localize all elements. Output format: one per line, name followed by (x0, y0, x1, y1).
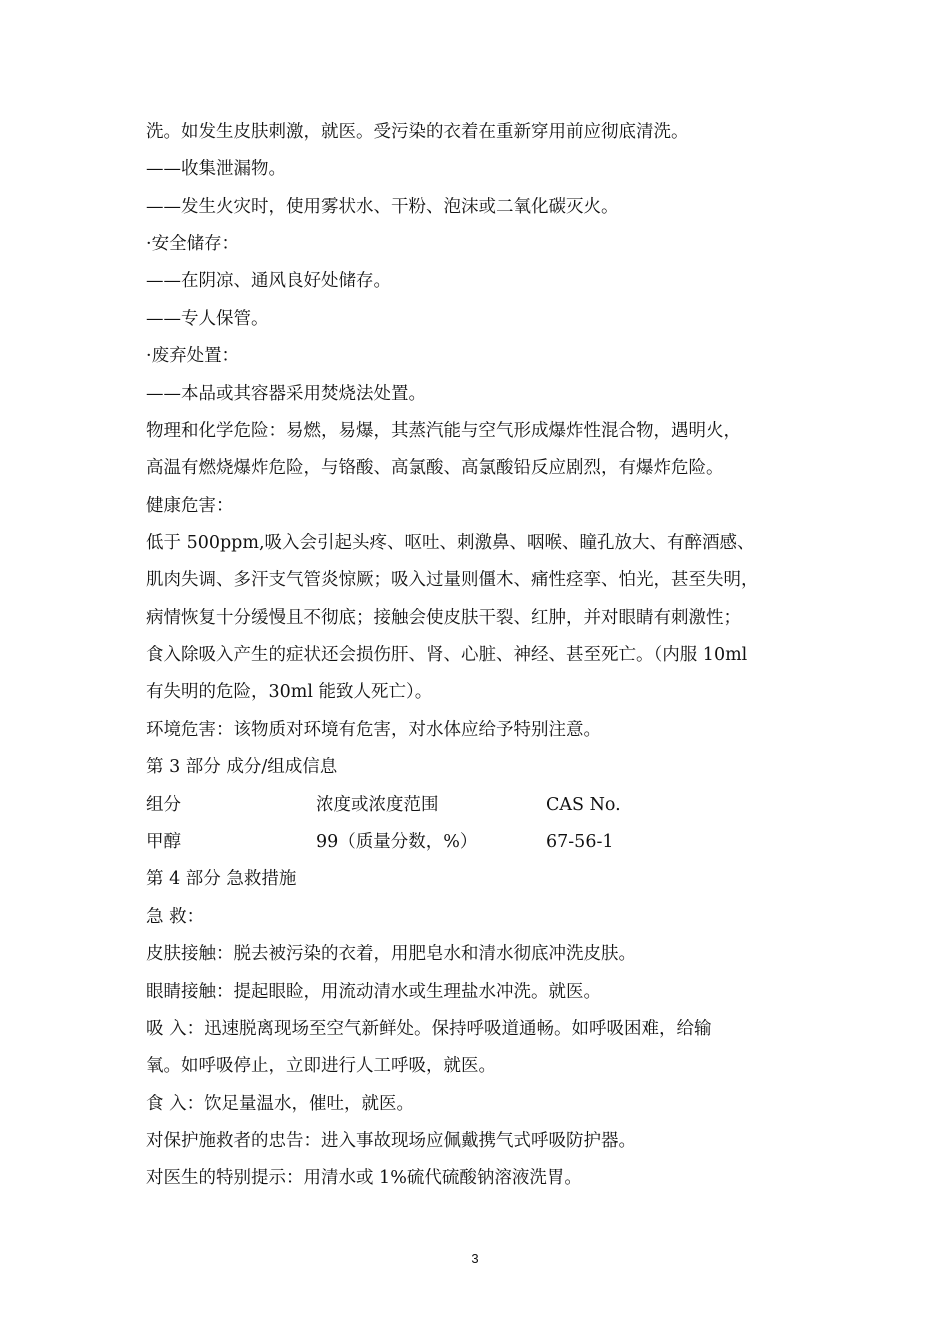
text-line: ·安全储存： (146, 234, 240, 254)
text-line: 高温有燃烧爆炸危险，与铬酸、高氯酸、高氯酸铅反应剧烈，有爆炸危险。 (146, 458, 724, 478)
text-line: ——本品或其容器采用焚烧法处置。 (146, 384, 426, 404)
text-line: 氧。如呼吸停止，立即进行人工呼吸，就医。 (146, 1056, 496, 1076)
table-header-concentration: 浓度或浓度范围 (316, 795, 439, 815)
text-line: 对保护施救者的忠告：进入事故现场应佩戴携气式呼吸防护器。 (146, 1131, 636, 1151)
text-line: 肌肉失调、多汗支气管炎惊厥；吸入过量则僵木、痛性痉挛、怕光，甚至失明， (146, 570, 759, 590)
text-line: 有失明的危险，30ml 能致人死亡）。 (146, 682, 433, 702)
section-heading: 第 3 部分 成分/组成信息 (146, 757, 338, 777)
text-line: 低于 500ppm,吸入会引起头疼、呕吐、刺激鼻、咽喉、瞳孔放大、有醉酒感、 (146, 533, 755, 553)
text-line: 病情恢复十分缓慢且不彻底；接触会使皮肤干裂、红肿，并对眼睛有刺激性； (146, 608, 741, 628)
text-line: 皮肤接触：脱去被污染的衣着，用肥皂水和清水彻底冲洗皮肤。 (146, 944, 636, 964)
text-line: ——在阴凉、通风良好处储存。 (146, 271, 391, 291)
text-line: 急 救： (146, 907, 205, 927)
section-heading: 健康危害： (146, 496, 234, 516)
table-header-component: 组分 (146, 795, 181, 815)
section-heading: 第 4 部分 急救措施 (146, 869, 297, 889)
text-line: ——发生火灾时，使用雾状水、干粉、泡沫或二氧化碳灭火。 (146, 197, 619, 217)
text-line: 洗。如发生皮肤刺激，就医。受污染的衣着在重新穿用前应彻底清洗。 (146, 122, 689, 142)
text-line: ——收集泄漏物。 (146, 159, 286, 179)
text-line: 食 入：饮足量温水，催吐，就医。 (146, 1094, 415, 1114)
table-cell-component: 甲醇 (146, 832, 181, 852)
page-number: 3 (471, 1251, 479, 1266)
table-cell-cas: 67-56-1 (546, 832, 614, 852)
text-line: 吸 入：迅速脱离现场至空气新鲜处。保持呼吸道通畅。如呼吸困难，给输 (146, 1019, 712, 1039)
text-line: ·废弃处置： (146, 346, 240, 366)
text-line: 环境危害：该物质对环境有危害，对水体应给予特别注意。 (146, 720, 601, 740)
table-header-cas: CAS No. (546, 795, 621, 815)
text-line: 对医生的特别提示：用清水或 1%硫代硫酸钠溶液洗胃。 (146, 1168, 582, 1188)
text-line: 物理和化学危险：易燃，易爆，其蒸汽能与空气形成爆炸性混合物，遇明火， (146, 421, 741, 441)
text-line: 食入除吸入产生的症状还会损伤肝、肾、心脏、神经、甚至死亡。（内服 10ml (146, 645, 748, 665)
text-line: ——专人保管。 (146, 309, 269, 329)
text-line: 眼睛接触：提起眼睑，用流动清水或生理盐水冲洗。就医。 (146, 982, 601, 1002)
table-cell-concentration: 99（质量分数，%） (316, 832, 478, 852)
